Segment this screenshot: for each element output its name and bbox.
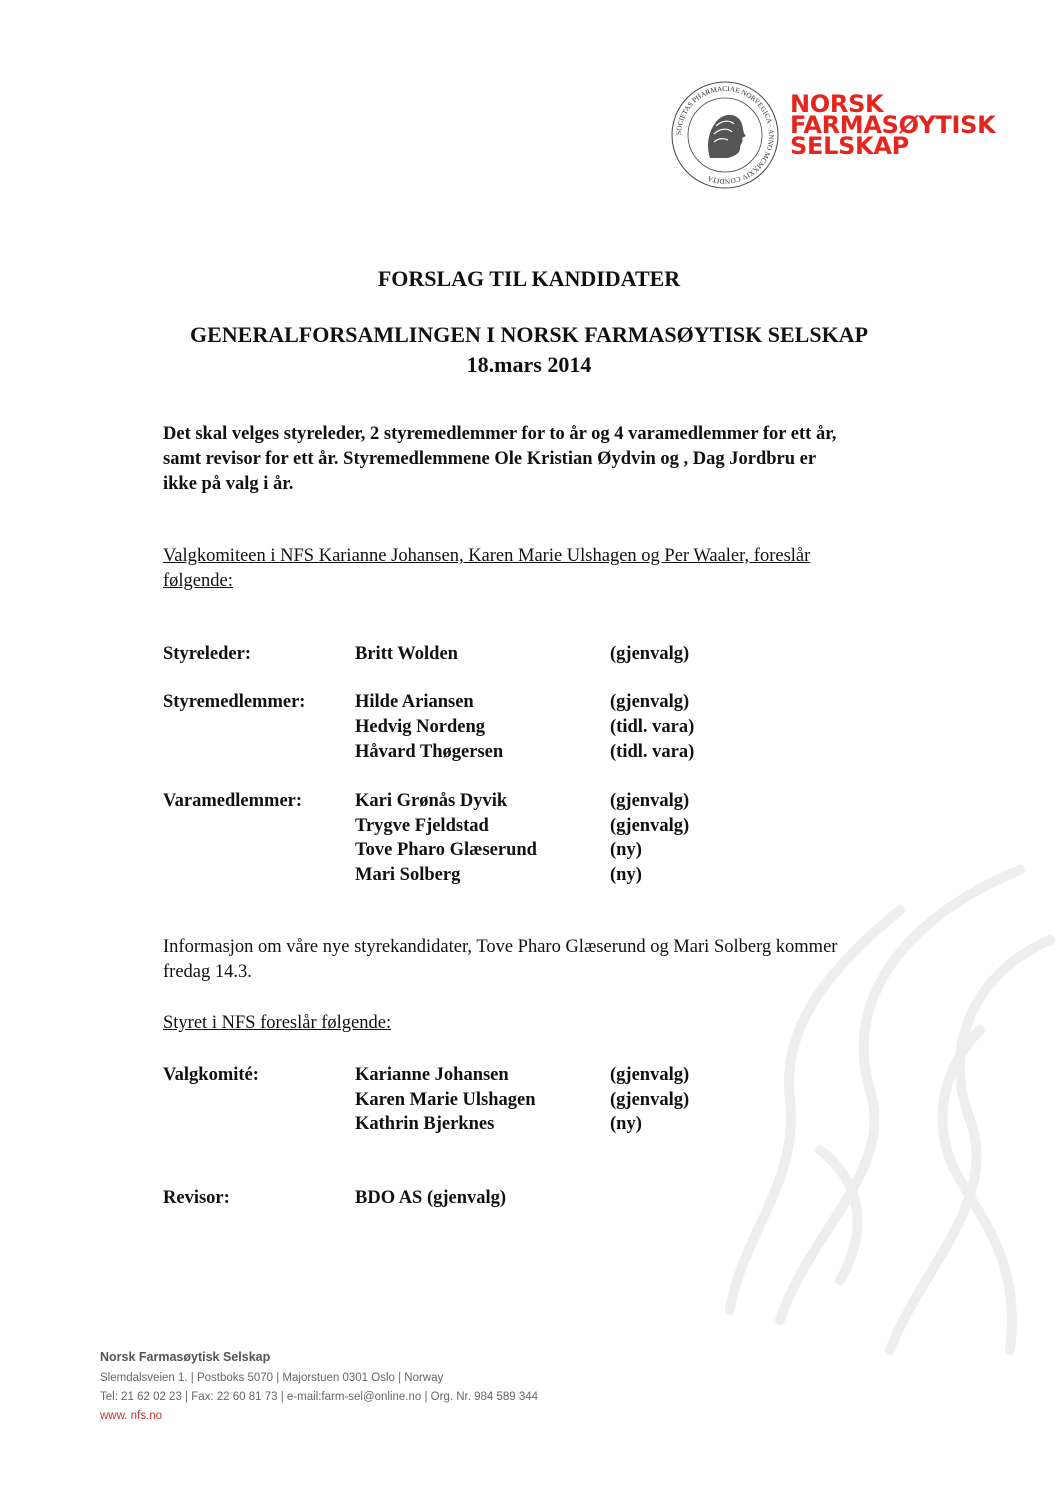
intro-line: samt revisor for ett år. Styremedlemmene Ole Kristian Øydvin og , Dag Jordbru er xyxy=(163,449,817,469)
intro-line: Det skal velges styreleder, 2 styremedlemmer for to år og 4 varamedlemmer for ett år, xyxy=(163,424,837,444)
role-label-valgkomite: Valgkomité: xyxy=(163,1065,259,1085)
candidate-note: (gjenvalg) xyxy=(610,791,690,811)
candidate-name: Trygve Fjeldstad xyxy=(355,816,489,836)
candidate-name: Kari Grønås Dyvik xyxy=(355,791,508,811)
candidate-name: Kathrin Bjerknes xyxy=(355,1114,495,1134)
brand-line-1: NORSK xyxy=(790,90,884,118)
candidate-name: Karianne Johansen xyxy=(355,1065,509,1085)
role-label-revisor: Revisor: xyxy=(163,1188,230,1208)
valgkomite-intro xyxy=(163,544,810,594)
revisor-value: BDO AS (gjenvalg) xyxy=(355,1188,507,1208)
intro-line: ikke på valg i år. xyxy=(163,474,294,494)
candidate-note: (gjenvalg) xyxy=(610,692,690,712)
footer-address: Slemdalsveien 1. | Postboks 5070 | Majorstuen 0301 Oslo | Norway xyxy=(100,1372,444,1384)
candidate-name: Karen Marie Ulshagen xyxy=(355,1090,536,1110)
info-line: fredag 14.3. xyxy=(163,962,252,982)
footer-org-name: Norsk Farmasøytisk Selskap xyxy=(100,1350,271,1364)
footer-website-link[interactable]: www. nfs.no xyxy=(100,1410,162,1422)
valgkomite-intro-line: Valgkomiteen i NFS Karianne Johansen, Karen Marie Ulshagen og Per Waaler, foreslår xyxy=(163,546,811,566)
candidate-note: (ny) xyxy=(610,840,642,860)
candidate-note: (gjenvalg) xyxy=(610,816,690,836)
role-label-varamedlemmer: Varamedlemmer: xyxy=(163,791,303,811)
candidate-name: Håvard Thøgersen xyxy=(355,742,504,762)
candidate-note: (ny) xyxy=(610,1114,642,1134)
seal-inscription: SOCIETAS PHARMACIAE NORVEGICA · ANNO MCMXXIV CONDITA xyxy=(674,84,776,186)
document-title: FORSLAG TIL KANDIDATER xyxy=(377,266,681,291)
candidate-name: Britt Wolden xyxy=(355,644,458,664)
candidate-name: Mari Solberg xyxy=(355,865,461,885)
candidate-name: Tove Pharo Glæserund xyxy=(355,840,537,860)
info-line: Informasjon om våre nye styrekandidater, Tove Pharo Glæserund og Mari Solberg kommer xyxy=(163,937,838,957)
society-seal-logo xyxy=(670,80,780,190)
candidate-note: (gjenvalg) xyxy=(610,644,690,664)
candidate-note: (ny) xyxy=(610,865,642,885)
role-label-styreleder: Styreleder: xyxy=(163,644,252,664)
candidate-name: Hedvig Nordeng xyxy=(355,717,486,737)
candidate-name: Hilde Ariansen xyxy=(355,692,474,712)
candidate-note: (gjenvalg) xyxy=(610,1090,690,1110)
candidate-note: (gjenvalg) xyxy=(610,1065,690,1085)
footer-contact: Tel: 21 62 02 23 | Fax: 22 60 81 73 | e-mail:farm-sel@online.no | Org. Nr. 984 589 344 xyxy=(100,1391,539,1403)
letterhead-footer xyxy=(100,1350,538,1422)
brand-wordmark xyxy=(790,90,996,160)
brand-line-2: FARMASØYTISK xyxy=(790,111,996,139)
candidate-note: (tidl. vara) xyxy=(610,717,695,737)
valgkomite-intro-line: følgende: xyxy=(163,571,233,591)
styret-intro-line: Styret i NFS foreslår følgende: xyxy=(163,1013,392,1033)
document-date: 18.mars 2014 xyxy=(466,352,592,377)
info-paragraph xyxy=(163,935,837,985)
watermark-ornament xyxy=(720,850,1058,1370)
role-label-styremedlemmer: Styremedlemmer: xyxy=(163,692,306,712)
brand-line-3: SELSKAP xyxy=(790,132,909,160)
styret-intro xyxy=(163,1011,391,1036)
intro-paragraph xyxy=(163,422,963,497)
document-subtitle: GENERALFORSAMLINGEN I NORSK FARMASØYTISK SELSKAP xyxy=(189,322,869,347)
candidate-note: (tidl. vara) xyxy=(610,742,695,762)
